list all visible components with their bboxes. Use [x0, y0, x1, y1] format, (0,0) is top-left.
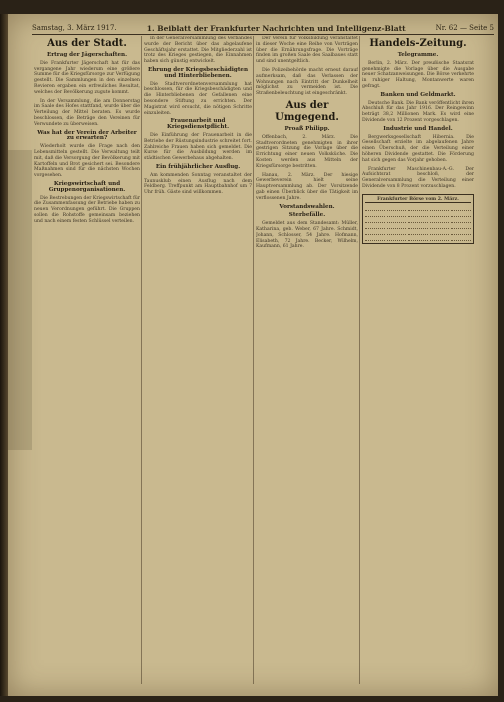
- article-body: Die Frankfurter Jägerschaft hat für das vergangene Jahr wiederum eine größere Summe für die Kriegsfürsorge zur Verfügung gestellt. Die Sammlungen in den einzelnen Revieren ergaben ein erfreuliches Resultat, welches der Bevölkerung zugute kommt.: [34, 60, 140, 95]
- stock-table-grid: [365, 205, 471, 241]
- stock-table-title: Frankfurter Börse vom 2. März.: [365, 197, 471, 203]
- article-heading: Ehrung der Kriegsbeschädigten und Hinterbliebenen.: [147, 66, 249, 79]
- article-body: Wiederholt wurde die Frage nach den Lebensmitteln gestellt. Die Verwaltung teilt mit, daß die Versorgung der Bevölkerung mit Kartoffeln und Brot gesichert sei. Besondere Maßnahmen sind für die nächsten Wochen vorgesehen.: [34, 144, 140, 179]
- article-body: Deutsche Bank. Die Bank veröffentlicht ihren Abschluß für das Jahr 1916. Der Reingewinn beträgt 38,2 Millionen Mark. Es wird eine Dividende von 12 Prozent vorgeschlagen.: [362, 100, 474, 123]
- article-body: Bergwerksgesellschaft Hibernia. Die Gesellschaft erzielte im abgelaufenen Jahre einen Überschuß, der die Verteilung einer höheren Dividende gestattet. Die Förderung hat sich gegen das Vorjahr gehoben.: [362, 134, 474, 163]
- masthead-date: Samstag, 3. März 1917.: [32, 24, 117, 32]
- column-rule: [359, 36, 360, 684]
- article-heading: Ein frühjährlicher Ausflug.: [155, 163, 241, 170]
- article-heading: Sterbefälle.: [288, 212, 326, 219]
- article-heading: Was hat der Verein der Arbeiter zu erwarten?: [37, 129, 137, 142]
- article-heading: Ertrag der Jägerschaften.: [46, 52, 128, 58]
- stock-table: [362, 194, 474, 244]
- column-surroundings: [256, 36, 358, 684]
- column-rule: [141, 36, 142, 684]
- masthead-issue: Nr. 62 — Seite 5: [435, 24, 494, 32]
- article-heading: Telegramme.: [397, 52, 439, 58]
- article-body: Gemeldet aus dem Standesamt: Müller, Katharina, geb. Weber, 67 Jahre. Schmidt, Johann, Schlosser, 54 Jahre. Hofmann, Elisabeth, 72 Jahre. Becker, Wilhelm, Kaufmann, 61 Jahre.: [256, 221, 358, 250]
- masthead-title: 1. Beiblatt der Frankfurter Nachrichten und Intelligenz-Blatt: [146, 23, 406, 33]
- section-heading: Aus der Stadt.: [47, 38, 127, 49]
- article-body: Die Polizeibehörde macht erneut darauf aufmerksam, daß das Verlassen der Wohnungen nach Eintritt der Dunkelheit möglichst zu vermeiden ist. Die Straßenbeleuchtung ist eingeschränkt.: [256, 67, 358, 97]
- article-heading: Proaß Philipp.: [284, 125, 330, 132]
- section-heading: Handels-Zeitung.: [369, 38, 467, 49]
- article-heading: Frauenarbeit und Kriegsdienstpflicht.: [166, 118, 230, 131]
- article-body: In der Generalversammlung des Verbandes wurde der Bericht über das abgelaufene Geschäftsjahr erstattet. Die Mitgliederzahl ist trotz des Krieges gestiegen, die Einnahmen haben sich günstig entwickelt.: [144, 36, 252, 65]
- previous-page-edge: [14, 36, 30, 684]
- article-body: Die Einführung der Frauenarbeit in die Betriebe der Rüstungsindustrie schreitet fort. Zahlreiche Frauen haben sich gemeldet. Die Kurse für die Ausbildung werden im städtischen Gewerbehaus abgehalten.: [144, 132, 252, 162]
- column-business: [362, 36, 474, 684]
- article-body: Frankfurter Maschinenbau-A.-G. Der Aufsichtsrat beschloß, der Generalversammlung die Verteilung einer Dividende von 8 Prozent vorzuschlagen.: [362, 166, 474, 189]
- article-heading: Banken und Geldmarkt.: [380, 91, 456, 98]
- article-body: Die Stadtverordnetenversammlung hat beschlossen, für die Kriegsbeschädigten und die Hinterbliebenen der Gefallenen eine besondere Stiftung zu errichten. Der Magistrat wird ersucht, die nötigen Schritte einzuleiten.: [144, 81, 252, 116]
- column-city-affairs: [144, 36, 252, 684]
- article-body: Der Verein für Volksbildung veranstaltet in dieser Woche eine Reihe von Vorträgen über die Ernährungsfrage. Die Vorträge finden im großen Saale des Saalbaues statt und sind unentgeltlich.: [256, 36, 358, 65]
- column-local-news: [34, 36, 140, 684]
- article-body: In der Versammlung, die am Donnerstag im Saale des Hofes stattfand, wurde über die Verteilung der Mittel beraten. Es wurde beschlossen, die Beträge den Vereinen für Verwundete zu überweisen.: [34, 98, 140, 127]
- article-body: Hanau, 2. März. Der hiesige Gewerbeverein hielt seine Hauptversammlung ab. Der Vorsitzende gab einen Überblick über die Tätigkeit im verflossenen Jahre.: [256, 172, 358, 201]
- article-body: Berlin, 2. März. Der preußische Staatsrat genehmigte die Vorlage über die Ausgabe neuer Schatzanweisungen. Die Börse verkehrte in ruhiger Haltung, Montanwerte waren gefragt.: [362, 60, 474, 89]
- article-body: Offenbach, 2. März. Die Stadtverordneten genehmigten in ihrer gestrigen Sitzung die Vorlage über die Errichtung einer neuen Volksküche. Die Kosten werden aus Mitteln der Kriegsfürsorge bestritten.: [256, 134, 358, 169]
- article-body: Die Bestrebungen der Kriegswirtschaft für die Zusammenfassung der Betriebe haben zu neuen Verordnungen geführt. Die Gruppen sollen die Rohstoffe gemeinsam beziehen und nach einem festen Schlüssel verteilen.: [34, 195, 140, 224]
- masthead: [32, 22, 494, 35]
- article-heading: Vorstandswahlen.: [279, 203, 335, 210]
- article-body: Am kommenden Sonntag veranstaltet der Taunusklub einen Ausflug nach dem Feldberg. Treffpunkt am Hauptbahnhof um 7 Uhr früh. Gäste sind willkommen.: [144, 172, 252, 196]
- article-heading: Industrie und Handel.: [383, 125, 453, 132]
- article-heading: Kriegswirtschaft und Gruppenorganisationen.: [48, 180, 126, 193]
- column-rule: [253, 36, 254, 684]
- section-heading: Aus der Umgegend.: [275, 99, 339, 123]
